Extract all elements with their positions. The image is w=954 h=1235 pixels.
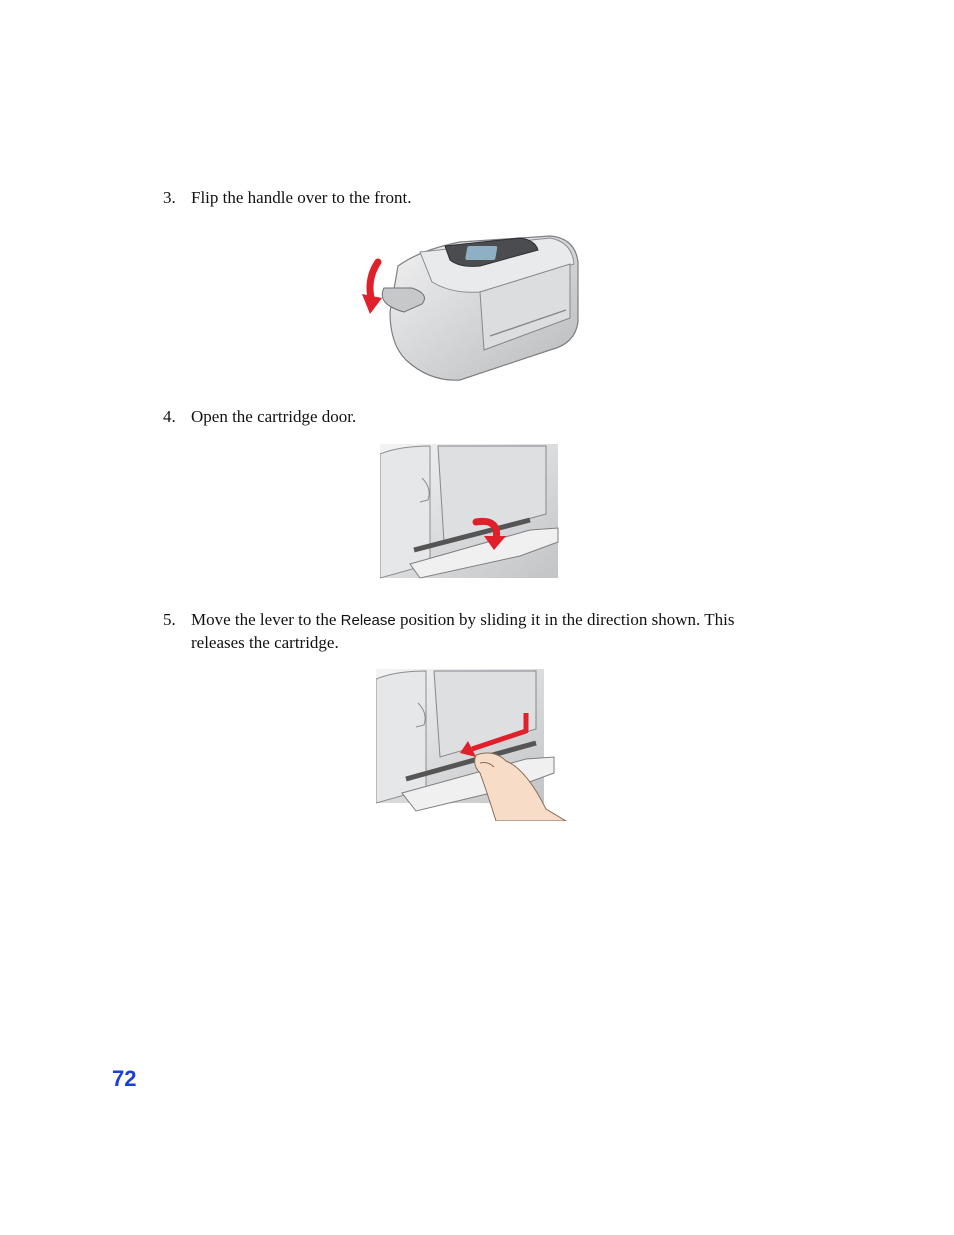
step-text-end: position by sliding it in the direction shown. This — [395, 610, 735, 629]
step-number: 3. — [163, 188, 176, 207]
printer-cartridge-door-illustration — [380, 444, 560, 580]
printer-handle-flip-illustration — [360, 232, 585, 384]
step-number: 5. — [163, 610, 176, 629]
step-text — [191, 609, 791, 654]
step-text-start: Move the lever to the — [191, 610, 341, 629]
release-label: Release — [340, 612, 396, 629]
printer-release-lever-illustration — [376, 669, 568, 821]
step-text: Flip the handle over to the front. — [191, 188, 412, 207]
step-text-line2: releases the cartridge. — [191, 633, 339, 652]
step-text: Open the cartridge door. — [191, 407, 357, 426]
page-number: 72 — [112, 1066, 137, 1091]
step-number: 4. — [163, 407, 176, 426]
